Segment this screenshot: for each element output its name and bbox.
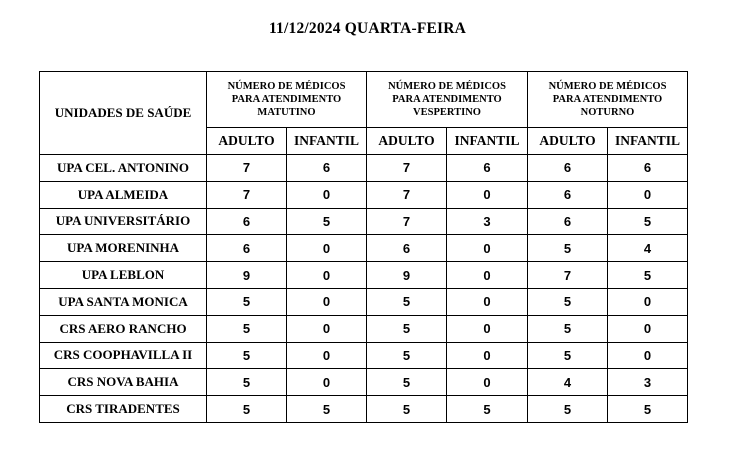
afternoon-child-cell: 0 (447, 181, 528, 208)
morning-adult-cell: 5 (207, 342, 287, 369)
afternoon-adult-cell: 6 (367, 235, 447, 262)
afternoon-child-cell: 5 (447, 396, 528, 423)
afternoon-adult-cell: 7 (367, 208, 447, 235)
unit-column-header: UNIDADES DE SAÚDE (40, 72, 207, 155)
morning-group-header (207, 72, 367, 128)
afternoon-adult-cell: 5 (367, 288, 447, 315)
afternoon-adult-cell: 5 (367, 396, 447, 423)
table-row (40, 181, 688, 208)
group-header-line: NÚMERO DE MÉDICOS (548, 81, 667, 92)
night-adult-cell: 6 (528, 208, 608, 235)
afternoon-adult-cell: 7 (367, 181, 447, 208)
group-header-line: NÚMERO DE MÉDICOS (388, 81, 506, 92)
morning-adult-cell: 6 (207, 235, 287, 262)
morning-adult-cell: 6 (207, 208, 287, 235)
afternoon-adult-cell: 7 (367, 155, 447, 182)
child-column-header: INFANTIL (287, 128, 367, 155)
group-header-line: VESPERTINO (413, 107, 481, 118)
afternoon-adult-cell: 5 (367, 342, 447, 369)
night-child-cell: 5 (608, 208, 688, 235)
unit-name-cell: CRS AERO RANCHO (40, 315, 207, 342)
night-group-header (528, 72, 688, 128)
morning-child-cell: 6 (287, 155, 367, 182)
adult-column-header: ADULTO (367, 128, 447, 155)
morning-adult-cell: 7 (207, 181, 287, 208)
table-row (40, 396, 688, 423)
morning-adult-cell: 9 (207, 262, 287, 289)
morning-child-cell: 0 (287, 342, 367, 369)
afternoon-child-cell: 3 (447, 208, 528, 235)
afternoon-child-cell: 0 (447, 342, 528, 369)
table-row (40, 342, 688, 369)
afternoon-child-cell: 0 (447, 235, 528, 262)
night-adult-cell: 5 (528, 288, 608, 315)
night-child-cell: 0 (608, 181, 688, 208)
morning-child-cell: 0 (287, 181, 367, 208)
afternoon-adult-cell: 5 (367, 315, 447, 342)
afternoon-child-cell: 0 (447, 262, 528, 289)
table-body (40, 155, 688, 423)
table-row (40, 369, 688, 396)
group-header-line: MATUTINO (257, 107, 316, 118)
unit-name-cell: CRS NOVA BAHIA (40, 369, 207, 396)
afternoon-group-header (367, 72, 528, 128)
morning-adult-cell: 5 (207, 369, 287, 396)
afternoon-child-cell: 6 (447, 155, 528, 182)
unit-name-cell: UPA MORENINHA (40, 235, 207, 262)
morning-child-cell: 5 (287, 396, 367, 423)
table-row (40, 315, 688, 342)
morning-child-cell: 0 (287, 235, 367, 262)
adult-column-header: ADULTO (528, 128, 608, 155)
morning-adult-cell: 7 (207, 155, 287, 182)
adult-column-header: ADULTO (207, 128, 287, 155)
afternoon-child-cell: 0 (447, 315, 528, 342)
night-child-cell: 5 (608, 262, 688, 289)
group-header-line: NOTURNO (580, 107, 635, 118)
group-header-line: NÚMERO DE MÉDICOS (227, 81, 346, 92)
unit-name-cell: UPA LEBLON (40, 262, 207, 289)
afternoon-adult-cell: 9 (367, 262, 447, 289)
group-header-line: PARA ATENDIMENTO (231, 94, 342, 105)
night-child-cell: 3 (608, 369, 688, 396)
page-title: 11/12/2024 QUARTA-FEIRA (268, 20, 467, 37)
morning-child-cell: 0 (287, 262, 367, 289)
morning-child-cell: 0 (287, 369, 367, 396)
table-row (40, 262, 688, 289)
table-row (40, 208, 688, 235)
group-header-line: PARA ATENDIMENTO (552, 94, 663, 105)
morning-child-cell: 5 (287, 208, 367, 235)
header-row (40, 72, 688, 128)
afternoon-child-cell: 0 (447, 288, 528, 315)
unit-name-cell: UPA CEL. ANTONINO (40, 155, 207, 182)
night-adult-cell: 6 (528, 155, 608, 182)
morning-adult-cell: 5 (207, 288, 287, 315)
morning-adult-cell: 5 (207, 315, 287, 342)
afternoon-child-cell: 0 (447, 369, 528, 396)
night-adult-cell: 5 (528, 342, 608, 369)
night-adult-cell: 7 (528, 262, 608, 289)
night-adult-cell: 6 (528, 181, 608, 208)
night-adult-cell: 5 (528, 396, 608, 423)
doctors-schedule-table (39, 71, 688, 423)
table-row (40, 235, 688, 262)
table-row (40, 155, 688, 182)
unit-name-cell: UPA ALMEIDA (40, 181, 207, 208)
night-adult-cell: 5 (528, 315, 608, 342)
night-child-cell: 0 (608, 315, 688, 342)
night-child-cell: 0 (608, 288, 688, 315)
afternoon-adult-cell: 5 (367, 369, 447, 396)
morning-child-cell: 0 (287, 288, 367, 315)
night-child-cell: 4 (608, 235, 688, 262)
night-adult-cell: 5 (528, 235, 608, 262)
morning-adult-cell: 5 (207, 396, 287, 423)
night-child-cell: 6 (608, 155, 688, 182)
unit-name-cell: CRS COOPHAVILLA II (40, 342, 207, 369)
group-header-line: PARA ATENDIMENTO (392, 94, 502, 105)
morning-child-cell: 0 (287, 315, 367, 342)
table-row (40, 288, 688, 315)
night-adult-cell: 4 (528, 369, 608, 396)
child-column-header: INFANTIL (447, 128, 528, 155)
night-child-cell: 5 (608, 396, 688, 423)
night-child-cell: 0 (608, 342, 688, 369)
unit-name-cell: CRS TIRADENTES (40, 396, 207, 423)
unit-name-cell: UPA SANTA MONICA (40, 288, 207, 315)
child-column-header: INFANTIL (608, 128, 688, 155)
unit-name-cell: UPA UNIVERSITÁRIO (40, 208, 207, 235)
